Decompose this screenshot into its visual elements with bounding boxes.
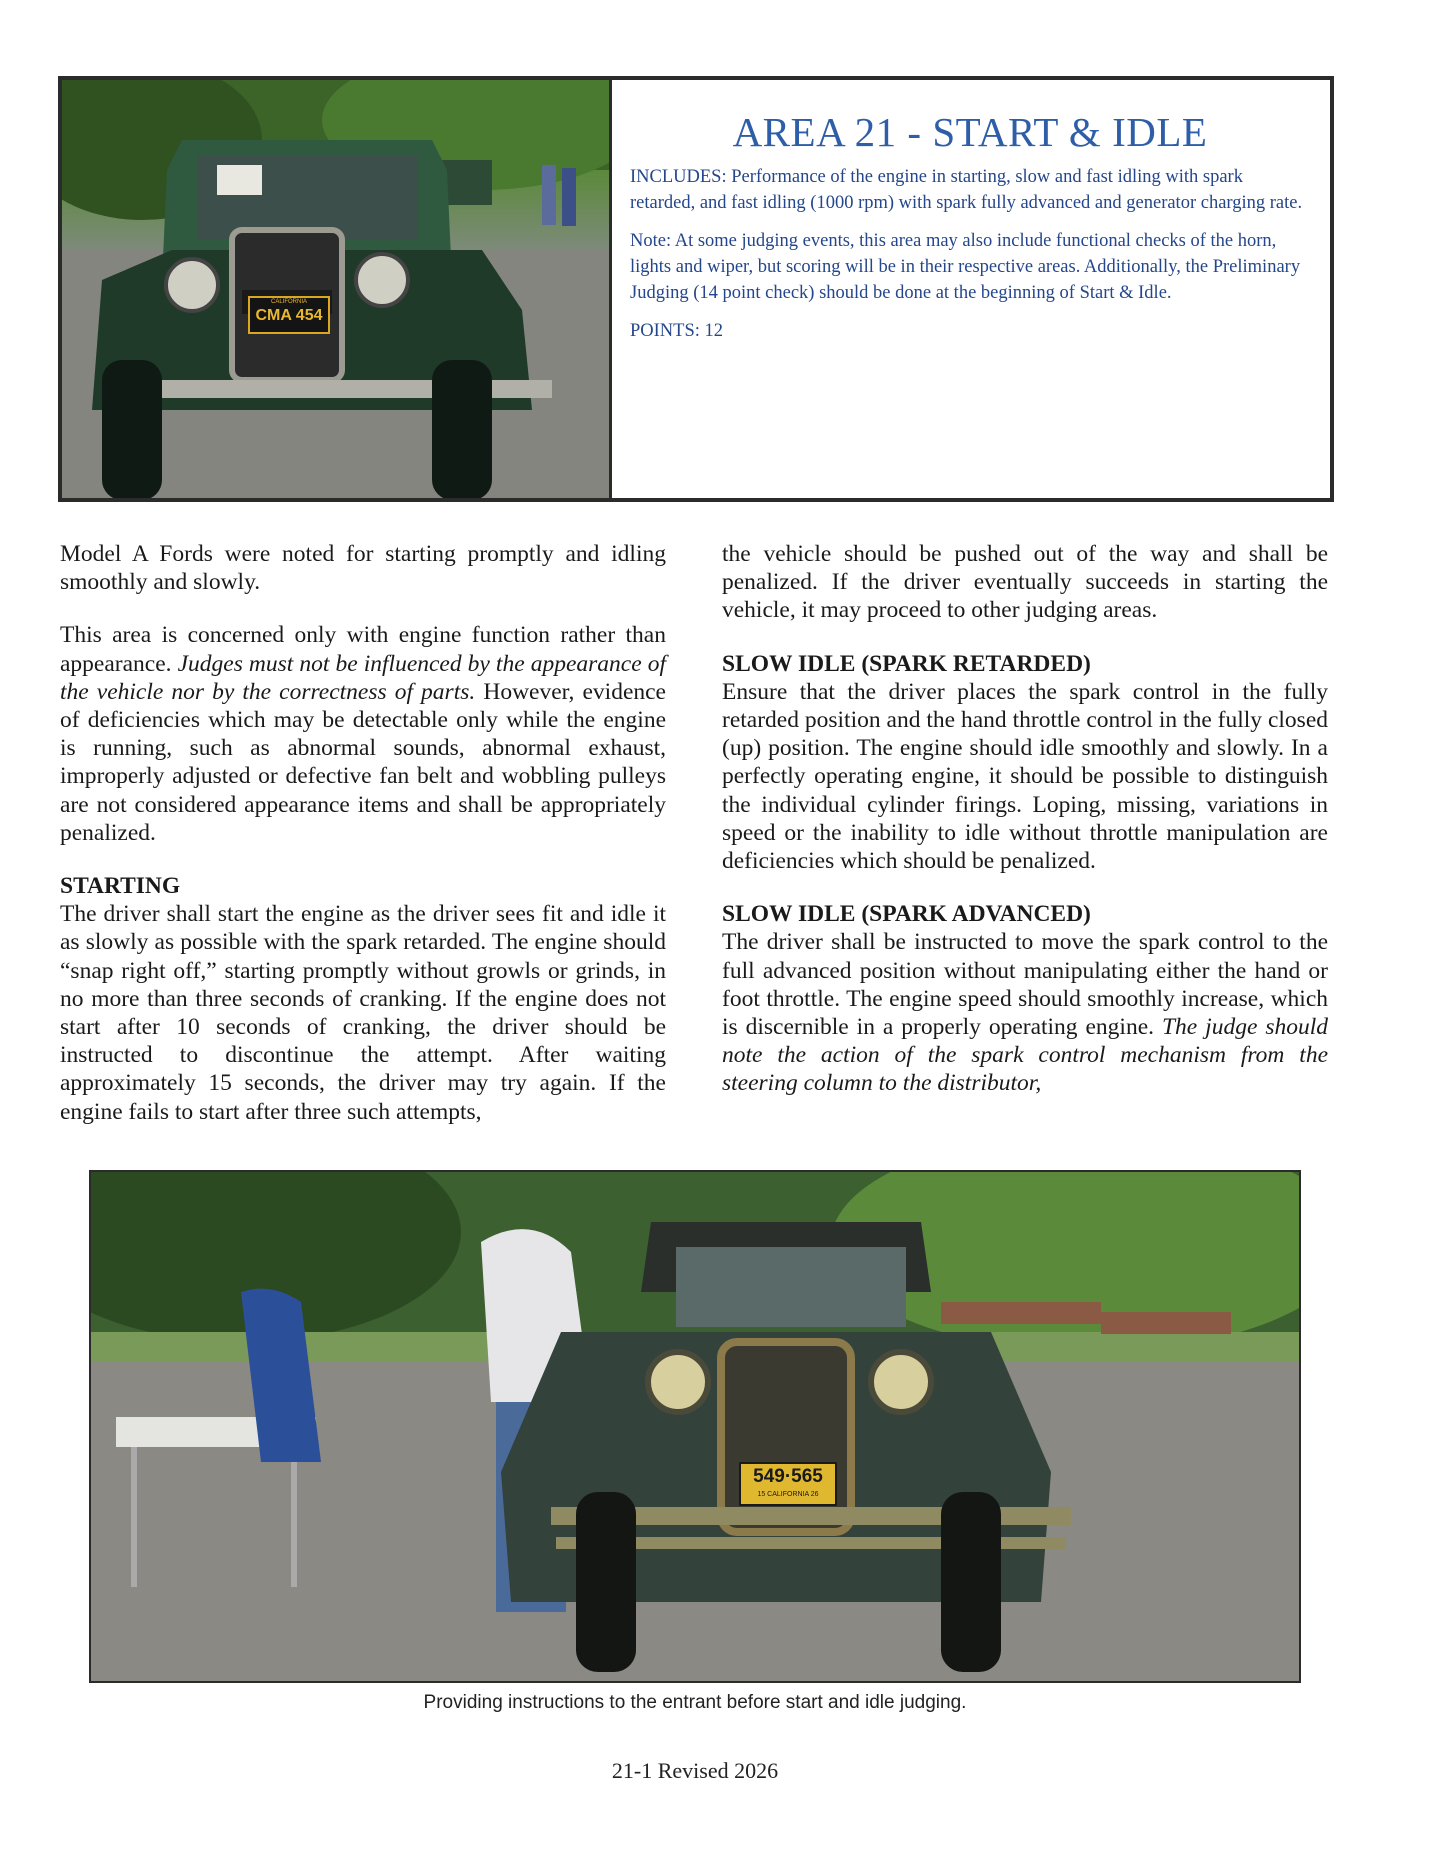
photo-caption: Providing instructions to the entrant before start and idle judging.	[423, 1692, 967, 1713]
license-plate-number: CMA 454	[255, 307, 323, 324]
function-paragraph-end: However, evidence of deficiencies which may be detectable only while the engine is running, such as abnormal sounds, abnormal exhaust, improperly adjusted or defective fan belt and wobbling pulleys are not considered appearance items and shall be appropriately penalized.	[60, 678, 666, 846]
body-columns	[60, 540, 1328, 1126]
right-column	[722, 540, 1328, 1126]
intro-paragraph: Model A Fords were noted for starting promptly and idling smoothly and slowly.	[60, 541, 666, 596]
judging-photo	[89, 1170, 1301, 1683]
area-header	[58, 76, 1334, 502]
license-plate-state: CALIFORNIA	[270, 299, 307, 305]
slow-idle-advanced-italic: The judge should note the action of the spark control mechanism from the steering column to the distributor,	[722, 1014, 1328, 1097]
license-plate	[248, 296, 330, 334]
includes-text: INCLUDES: Performance of the engine in starting, slow and fast idling with spark retarded, and fast idling (1000 rpm) with spark fully advanced and generator charging rate.	[630, 167, 1303, 213]
slow-idle-retarded-heading: SLOW IDLE (SPARK RETARDED)	[722, 650, 1091, 677]
slow-idle-advanced-heading: SLOW IDLE (SPARK ADVANCED)	[722, 901, 1091, 928]
push-out-paragraph: the vehicle should be pushed out of the way and shall be penalized. If the driver eventually succeeds in starting the vehicle, it may proceed to other judging areas.	[722, 541, 1328, 624]
starting-paragraph: The driver shall start the engine as the driver sees fit and idle it as slowly as possible with the spark retarded. The engine should “snap right off,” starting promptly without growls or grinds, in no more than three seconds of cranking. If the engine does not start after 10 seconds of cranking, the driver should be instructed to discontinue the attempt. After waiting approximately 15 seconds, the driver may try again. If the engine fails to start after three such attempts,	[60, 901, 666, 1125]
function-paragraph	[60, 621, 666, 847]
slow-idle-retarded-paragraph: Ensure that the driver places the spark control in the fully retarded position and the hand throttle control in the fully closed (up) position. The engine should idle smoothly and slowly. In a perfectly operating engine, it should be possible to distinguish the individual cylinder firings. Loping, missing, variations in speed or the inability to idle without throttle manipulation are deficiencies which should be penalized.	[722, 678, 1328, 875]
slow-idle-advanced-text: The driver shall be instructed to move the spark control to the full advanced position without manipulating either the hand or foot throttle. The engine speed should smoothly increase, which is discernible in a properly operating engine.	[722, 929, 1328, 1041]
area-summary	[612, 80, 1330, 498]
slow-idle-advanced-paragraph	[722, 928, 1328, 1097]
points-text: POINTS: 12	[630, 321, 724, 341]
starting-heading: STARTING	[60, 873, 181, 900]
function-paragraph-start: This area is concerned only with engine function rather than appearance.	[60, 622, 666, 677]
note-text: Note: At some judging events, this area may also include functional checks of the horn, lights and wiper, but scoring will be in their respective areas. Additionally, the Preliminary Judging (14 point check) should be done at the beginning of Start & Idle.	[630, 231, 1301, 303]
license-plate-number: 549·565	[753, 1466, 823, 1487]
model-a-car-photo	[62, 80, 612, 498]
license-plate	[739, 1462, 837, 1506]
left-column	[60, 540, 666, 1126]
license-plate-state: 15 CALIFORNIA 26	[757, 1491, 819, 1498]
page-footer: 21-1 Revised 2026	[611, 1758, 779, 1783]
function-paragraph-italic: Judges must not be influenced by the appearance of the vehicle nor by the correctness of parts.	[60, 650, 666, 705]
page-title: AREA 21 - START & IDLE	[732, 109, 1208, 155]
